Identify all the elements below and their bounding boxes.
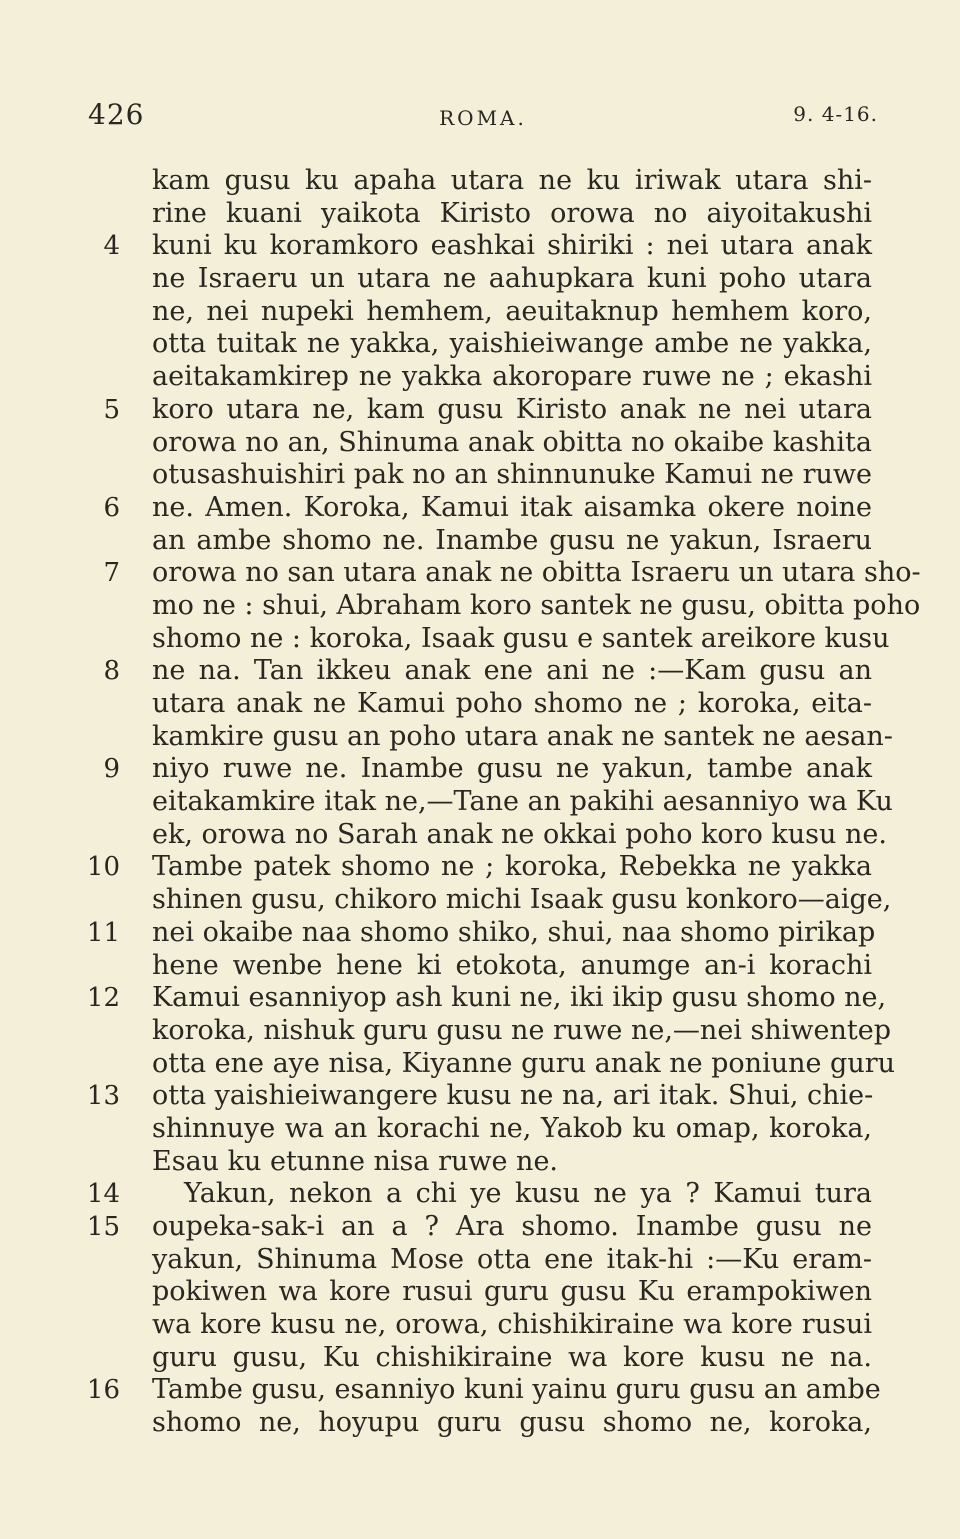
line-text: kamkire gusu an poho utara anak ne santek ne aesan- bbox=[152, 720, 893, 752]
text-line bbox=[80, 1014, 891, 1048]
verse-number: 11 bbox=[86, 917, 120, 948]
text-line bbox=[80, 1374, 880, 1407]
text-line bbox=[80, 688, 880, 721]
text-line bbox=[80, 589, 921, 623]
line-text: Tambe patek shomo ne ; koroka, Rebekka ne yakka bbox=[152, 851, 872, 883]
line-text: shomo ne : koroka, Isaak gusu e santek areikore kusu bbox=[152, 622, 890, 654]
verse-number: 5 bbox=[103, 394, 120, 425]
text-line bbox=[80, 492, 880, 525]
text-line bbox=[80, 263, 880, 296]
text-line bbox=[80, 1244, 880, 1277]
line-text: wa kore kusu ne, orowa, chishikiraine wa kore rusui bbox=[152, 1309, 872, 1341]
chapter-verse-reference: 9. 4-16. bbox=[793, 102, 878, 126]
verse-number: 6 bbox=[103, 492, 120, 523]
line-text: guru gusu, Ku chishikiraine wa kore kusu ne na. bbox=[152, 1341, 872, 1373]
page-header bbox=[88, 98, 878, 134]
text-line bbox=[80, 394, 880, 427]
text-line bbox=[80, 982, 887, 1015]
text-line bbox=[80, 1342, 880, 1375]
line-text: yakun, Shinuma Mose otta ene itak-hi :—Ku eram- bbox=[152, 1243, 872, 1275]
text-line bbox=[80, 459, 880, 492]
line-text: mo ne : shui, Abraham koro santek ne gusu, obitta poho bbox=[152, 589, 921, 621]
verse-number: 15 bbox=[86, 1212, 120, 1242]
verse-number: 4 bbox=[103, 231, 120, 262]
verse-number: 16 bbox=[86, 1375, 120, 1406]
line-text: koro utara ne, kam gusu Kiristo anak ne nei utara bbox=[152, 393, 872, 425]
line-text: hene wenbe hene ki etokota, anumge an-i korachi bbox=[152, 949, 872, 981]
line-text: otusashuishiri pak no an shinnunuke Kamui ne ruwe bbox=[152, 459, 872, 491]
text-line bbox=[80, 557, 921, 590]
text-line bbox=[80, 230, 880, 263]
line-text: eitakamkire itak ne,—Tane an pakihi aesanniyo wa Ku bbox=[152, 786, 893, 818]
line-text: ne, nei nupeki hemhem, aeuitaknup hemhem koro, bbox=[152, 295, 872, 327]
line-text: utara anak ne Kamui poho shomo ne ; koroka, eita- bbox=[152, 688, 872, 719]
line-text: aeitakamkirep ne yakka akoropare ruwe ne ; ekashi bbox=[152, 361, 872, 393]
text-line bbox=[80, 427, 880, 460]
text-line bbox=[80, 1080, 880, 1113]
line-text: Kamui esanniyop ash kuni ne, iki ikip gusu shomo ne, bbox=[152, 982, 887, 1014]
text-line bbox=[80, 884, 892, 917]
text-line bbox=[80, 361, 880, 394]
text-line bbox=[80, 851, 880, 884]
line-text: oupeka-sak-i an a ? Ara shomo. Inambe gusu ne bbox=[152, 1211, 872, 1242]
text-line bbox=[80, 1211, 880, 1244]
line-text: Esau ku etunne nisa ruwe ne. bbox=[152, 1145, 559, 1177]
verse-number: 7 bbox=[103, 558, 120, 589]
text-line bbox=[80, 622, 890, 656]
text-line bbox=[80, 1047, 896, 1081]
line-text: pokiwen wa kore rusui guru gusu Ku erampokiwen bbox=[152, 1276, 872, 1308]
line-text: shinen gusu, chikoro michi Isaak gusu konkoro—aige, bbox=[152, 884, 892, 916]
verse-number: 12 bbox=[86, 983, 120, 1014]
line-text: otta ene aye nisa, Kiyanne guru anak ne poniune guru bbox=[152, 1047, 896, 1079]
text-line bbox=[80, 1178, 880, 1211]
line-text: niyo ruwe ne. Inambe gusu ne yakun, tambe anak bbox=[152, 753, 872, 785]
text-line bbox=[80, 1407, 880, 1440]
text-line bbox=[80, 917, 880, 950]
line-text: ne na. Tan ikkeu anak ene ani ne :—Kam gusu an bbox=[152, 655, 872, 687]
line-text: rine kuani yaikota Kiristo orowa no aiyoitakushi bbox=[152, 197, 872, 229]
verse-number: 10 bbox=[86, 852, 120, 883]
text-line bbox=[80, 1309, 880, 1342]
text-line bbox=[80, 328, 880, 361]
verse-number: 13 bbox=[86, 1081, 120, 1112]
line-text: nei okaibe naa shomo shiko, shui, naa shomo pirikap bbox=[152, 916, 876, 948]
line-text: shomo ne, hoyupu guru gusu shomo ne, koroka, bbox=[152, 1407, 872, 1439]
text-line bbox=[80, 525, 880, 558]
verse-number: 9 bbox=[103, 754, 120, 785]
line-text: otta yaishieiwangere kusu ne na, ari itak. Shui, chie- bbox=[152, 1080, 874, 1112]
body-text bbox=[80, 165, 921, 1440]
text-line bbox=[80, 198, 880, 231]
line-text: Yakun, nekon a chi ye kusu ne ya ? Kamui tura bbox=[184, 1178, 872, 1210]
line-text: ne Israeru un utara ne aahupkara kuni poho utara bbox=[152, 263, 872, 295]
line-text: shinnuye wa an korachi ne, Yakob ku omap, koroka, bbox=[152, 1112, 872, 1144]
text-line bbox=[80, 1113, 880, 1146]
text-line bbox=[80, 786, 893, 819]
text-line bbox=[80, 950, 880, 983]
page-number: 426 bbox=[88, 98, 145, 131]
line-text: otta tuitak ne yakka, yaishieiwange ambe ne yakka, bbox=[152, 328, 872, 360]
line-text: koroka, nishuk guru gusu ne ruwe ne,—nei shiwentep bbox=[152, 1014, 891, 1046]
verse-number: 8 bbox=[103, 656, 120, 687]
text-line bbox=[80, 655, 880, 688]
line-text: kam gusu ku apaha utara ne ku iriwak utara shi- bbox=[152, 165, 872, 196]
running-title: ROMA. bbox=[439, 106, 527, 130]
line-text: Tambe gusu, esanniyo kuni yainu guru gusu an ambe bbox=[152, 1374, 881, 1406]
line-text: orowa no san utara anak ne obitta Israeru un utara sho- bbox=[152, 557, 921, 589]
verse-number: 14 bbox=[86, 1179, 120, 1210]
text-line bbox=[80, 1276, 880, 1309]
line-text: an ambe shomo ne. Inambe gusu ne yakun, Israeru bbox=[152, 524, 872, 556]
text-line bbox=[80, 1146, 880, 1179]
text-line bbox=[80, 720, 893, 754]
text-line bbox=[80, 296, 880, 329]
text-line bbox=[80, 753, 880, 786]
line-text: orowa no an, Shinuma anak obitta no okaibe kashita bbox=[152, 426, 872, 458]
text-line bbox=[80, 165, 880, 198]
line-text: ne. Amen. Koroka, Kamui itak aisamka okere noine bbox=[152, 491, 872, 523]
text-line bbox=[80, 818, 887, 852]
line-text: ek, orowa no Sarah anak ne okkai poho koro kusu ne. bbox=[152, 818, 887, 850]
line-text: kuni ku koramkoro eashkai shiriki : nei utara anak bbox=[152, 230, 872, 262]
